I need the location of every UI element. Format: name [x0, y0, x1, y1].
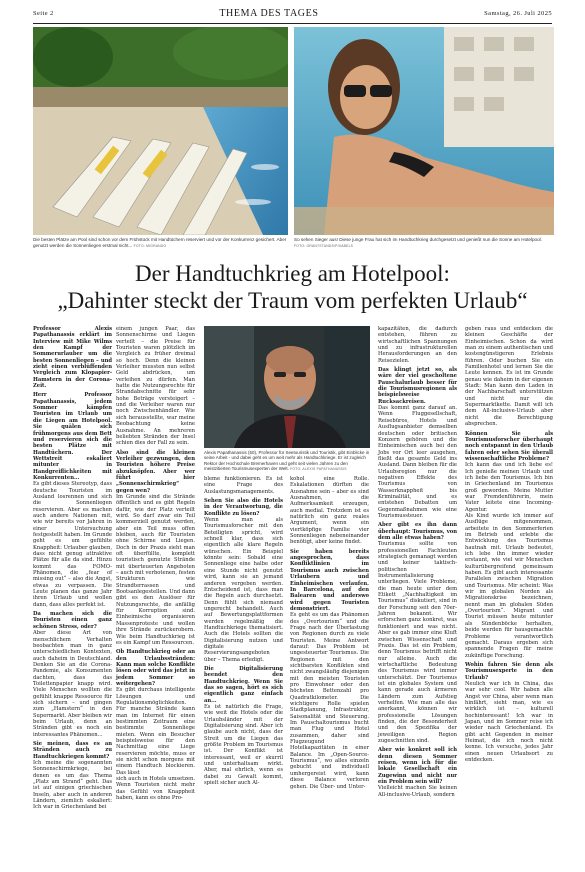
headline-line2: „Dahinter steckt der Traum vom perfekten Urlaub“	[57, 288, 528, 313]
pool-loungers-photo	[33, 27, 288, 235]
photo2-caption-text: So sehen Sieger aus! Diese junge Frau hat sich im Handtuchkrieg durchgesetzt und genießt nun die Sonne am Hotelpool.	[294, 237, 542, 242]
article-paragraph: einem jungen Paar, das Sonnenschirme und Liegen verteilt – die Preise für Touristen waren plötzlich im Vergleich zu früher dreimal so hoch. Denn die kleinen Verleiher mussten nun selbst Geld abdrücken, um verleihen zu dürfen. Man hatte die Nutzungsrechte für Strandabschnitte für sehr hohe Beträge versteigert – und die Verleiher waren nur noch Zwischenhändler. Wie sich herausstellte, war meine Beobachtung keine Ausnahme. An mehreren beliebten Stränden der Insel schien dies der Fall zu sein.	[116, 326, 195, 447]
article-paragraph: Tourismus sollte von professionellen Fachleuten strategisch gemanagt werden und keiner taktisch-politischen Instrumentalisierung unterliegen. Viele Probleme, die man heute unter dem Etikett „Nachhaltigkeit im Tourismus“ diskutiert, sind in der Forschung seit den 70er-Jahren bekannt. Wir erforschen ganz konkret, was funktioniert und was nicht. Aber es gab immer eine Kluft zwischen Wissenschaft und Praxis. Das ist ein Problem, denn Tourismus betrifft nicht nur alleine. Auch die wirtschaftliche Bedeutung des Tourismus wird immer unterschätzt. Der Tourismus ist ein globales System und kann gerade auch ärmeren Ländern zum Aufstieg verhelfen. Wie man alle das anerkannt, können wir professionelle Lösungen finden, die der Besonderheit und den Spezifika der jeweiligen Region zugeschnitten sind.	[378, 541, 457, 744]
photo2-caption	[294, 237, 554, 249]
article-paragraph: kapazitäten, die dadurch entstehen, führen zu wirtschaftlichen Spannungen und zu infrastrukturellen Herausforderungen an den Reisezielen.	[378, 326, 457, 364]
headline-line1: Der Handtuchkrieg am Hotelpool:	[135, 261, 450, 286]
portrait-caption-text: Alexis Papathanassis (50), Professor für Seetouristik und Touristik, gibt Einblicke in seine Arbeit - und dabei geht es um weit mehr als Handtuchkriege. Er ist zugleich Rektor der Hochschule Bremerhaven und geht seit vielen Jahren zu den meistzitierten Tourismusexperten der Welt.	[204, 450, 370, 472]
interview-question: Sie haben bereits angesprochen, dass Konfliktlinien im Tourismus auch zwischen Urlaubern und Einheimischen verlaufen. In Barcelona, auf den Balearen und anderswo wird gegen Touristen demonstriert.	[290, 548, 369, 612]
woman-sunbathing-photo	[294, 27, 554, 235]
photo1-caption-text: Die besten Plätze am Pool sind schon vor dem Frühstück mit Handtüchern reserviert und vor der Konkurrenz gesichert. Aber genutzt werden die Sonnenliegen erstmal nicht...	[33, 237, 287, 248]
article-column-3	[204, 476, 283, 787]
interview-question: Sie meinen, dass es an Stränden auch zu Handtuchkriegen kommt?	[33, 741, 112, 760]
article-paragraph: Wenn man als Tourismusforscher mit den Beteiligten spricht, wird schnell klar, dass sich eigentlich alle klare Regeln wünschen. Ein Beispiel könnte sein: Sobald eine Sonnenliege eine halbe oder eine Stunde nicht genutzt wird, kann sie an jemand anderen vergeben werden. Entscheidend ist, dass man die Regeln auch durchsetzt. Denn fühlt sich niemand ungerecht behandelt. Auch auf Bewertungsplattformen werden regelmäßig die Handtuchkriege thematisiert. Auch die Hotels sollten die Digitalisierung nutzen und digitale Reservierungsangeboten über – Thema erledigt.	[204, 517, 283, 663]
article-column-5	[378, 326, 457, 798]
interview-question: Aber wie konkret soll ich denn diesen Sommer reisen, wenn ich für die lokale Gesellschaft ein Zugewinn und nicht nur ein Problem sein will?	[378, 747, 457, 786]
article-paragraph: Das kommt ganz darauf an. Wenn Fluggesellschaft, Reisebüros, Hotels und Ausflugsanbieter demselben deutschen oder britischen Konzern gehören und die Einheimischen auch bei den Jobs vor Ort leer ausgehen, fließt das gesamte Geld ins Ausland. Dann bleiben für die Urlaubsregion nur die negativen Effekte des Tourismus von Wasserknappheit bis Kriminalität, und es entstehen Debatten um Gegenmaßnahmen wie eine Tourismussteuer.	[378, 405, 457, 519]
article-column-2	[116, 326, 195, 801]
interview-question: Wohin fahren Sie denn als Tourismusexperte in den Urlaub?	[465, 661, 553, 681]
article-paragraph: bleme funktionieren. Es ist eine Frage des Auslastungsmanagements.	[204, 476, 283, 495]
article-paragraph: Aber diese Art von menschlichem Verhalten beobachten man in ganz unterschiedlichen Kontexten, auch daheim in Deutschland. Denken Sie an die Corona-Pandemie, als Konsumenten dachten, dass das Toilettenpapier knapp wird. Viele Menschen wollten die gefühlt knappe Ressource für sich sichern – und gingen zum „Hamstern“ in den Supermarkt. Aber bleiben wir beim Urlaub, denn an Stränden gibt es noch ein interessantes Phänomen...	[33, 630, 112, 738]
interview-question: Sehen Sie also die Hotels in der Verantwortung, die Konflikte zu lösen?	[204, 498, 283, 517]
article-paragraph: Vielleicht machen Sie keinen All-inclusive-Urlaub, sondern	[378, 785, 457, 798]
page-header	[33, 6, 552, 20]
headline	[33, 260, 552, 315]
article-paragraph: Ich kann das und ich liebe es! Ich genieße meinen Urlaub und ich liebe den Tourismus. Ich bin in Griechenland im Tourismus groß geworden. Meine Mutter war Fremdenführerin, mein Vater leitete eine Incoming-Agentur.	[465, 462, 553, 513]
interview-question: Also sind die kleinen Verleiher gezwungen, den Touristen höhere Preise abzuknöpfen. Aber wer führt hier „Sonnenschirmkrieg“ gegen wen?	[116, 449, 195, 494]
article-paragraph: Im Grunde sind die Strände öffentlich und es gibt Regeln dafür, wie der Platz verteilt wird. So darf zwar ein Teil kommerziell genutzt werden, aber ein Teil muss offen bleiben, auch für Touristen ohne Schirme und Liegen. Doch in der Praxis sieht man oft überfüllte, komplett touristisch genutzte Strände mit überteuerten Angeboten – auch mit verbotenen, festen Strukturen wie Strandterrassen und Bootsanlegestellen. Und dann gibt es den Auslöser für Nutzungsrechte, die anfällig für Korruption sind. Einheimische organisieren Massenproteste und wollen ihre Strände zurückerobern. Wie beim Handtuchkrieg ist es ein Kampf um Ressourcen.	[116, 493, 195, 646]
page-number: Seite 2	[33, 9, 54, 17]
interview-question: Das klingt jetzt so, als wäre der viel gescholtene Pauschalurlaub besser für die Tourismusregionen als beispielsweise Rucksackreisen.	[378, 367, 457, 405]
article-column-1	[33, 326, 112, 811]
article-paragraph: Als Kind wurde ich immer auf Ausflüge mitgenommen, arbeitete in den Sommerferien im Betrieb und erlebte die Entwicklung des Tourismus hautnah mit. Urlaub bedeutet, ich lebe ihn immer wieder erstaunt, wie viel wir Menschen kulturübergreifend gemeinsam haben. Es gibt auch interessante Parallelen zwischen Migration und Tourismus. Mir scheint: Was wir im globalen Norden als Migrationskrise bezeichnen, nennt man im globalen Süden „Overtourism“. Migrant und Tourist müssen heute mitunter als Sündenböcke herhalten, beide werden für hausgemachte Probleme verantwortlich gemacht. Daraus ergeben sich spannende Fragen für meine zukünftige Forschung.	[465, 512, 553, 659]
interview-question: Herr Professor Papathanassis, jedem Sommer kämpfen Touristen im Urlaub um die Liegen am Hotelpool. Sie quälen sich frühmorgens aus dem Bett und reservieren sich die besten Plätze mit Handtüchern. Der Wettstreit eskaliert mitunter in Handgreiflichkeiten mit Konkurrenten...	[33, 392, 112, 481]
photo1-caption	[33, 237, 288, 249]
article-paragraph: Es geht es um das Phänomen des „Overtourism“ und die Frage nach der Überlastung von Regionen durch zu viele Touristen. Meine Antwort darauf: Das Problem ist ungesteuerter Tourismus. Die Regionen mit den sichtbarsten Konflikten sind nicht zwangsläufig diejenigen mit den meisten Touristen pro Einwohner oder den höchsten Bettenzahl pro Quadratkilometer. Die wichtigere Rolle spielen Stadtplanung, Infrastruktur, Saisonalität und Steuerung. Im Pauschaltourismus bucht man Flug und Hotel zusammen, daher sind Flugzeugund Hotelkapazitäten in einer Balance. Im „Open-Source-Tourismus“, wo alles einzeln gebucht und individuell umhergereist wird, kann diese Balance verloren gehen. Die Über- und Unter-	[290, 612, 369, 790]
article-paragraph: Es gibt durchaus intelligente Lösungen und Regulationsmöglichkeiten. Für manche Strände kann man im Internet für einen bestimmten Zeitraum eine bestimmte Sonnenliege mieten. Wenn ein Besucher beispielsweise für den Nachmittag eine Liege reservieren möchte, muss er sie nicht schon morgens mit einem Handtuch blockieren. Das lässt	[116, 687, 195, 776]
portrait-credit: FOTO: ALEXIS PAPATHANASSIS	[290, 467, 347, 472]
interview-question: Die Digitalisierung beendet den Handtuchkrieg. Wenn Sie das so sagen, hört es sich eigentlich ganz einfach an...	[204, 665, 283, 704]
interview-question: Da machen sich die Touristen einen ganz schönen Stress, oder?	[33, 611, 112, 630]
issue-date: Samstag, 26. Juli 2025	[484, 9, 552, 17]
article-paragraph: kohol eine Rolle. Eskalationen dürften die Ausnahme sein – aber es sind Ausnahmen, die Aufmerksamkeit erzeugen, auch medial. Trotzdem ist es natürlich ein ganz reales Argument, wenn ein viertköpfige Familie vier Sonnenliegen nebeneinander benötigt, aber keine findet.	[290, 476, 369, 546]
article-column-4	[290, 476, 369, 790]
interview-question: Können Sie als Tourismusforscher überhaupt noch entspannt in den Urlaub fahren oder sehen Sie überall wissenschaftliche Probleme?	[465, 430, 553, 462]
interview-question: Ob Handtuchkrieg oder an den Urlaubsstränden: Kann man solche Konflikte lösen oder wird das jetzt in jedem Sommer so weitergehen?	[116, 649, 195, 687]
article-paragraph: Neulich war ich in China, das war sehr cool. Wir haben alle Angst vor China, aber wenn man hinfährt, sieht man, wie es wirklich ist – kulturell hochinteressant! Ich war in Japan, und im Sommer reise ich wieder nach Griechenland. Es gibt acht Gegenden in meiner Heimat, die ich noch nicht kenne. Ich versuche, jedes Jahr einen neuen Urlaubsort zu entdecken.	[465, 680, 553, 764]
interview-question: Aber gibt es ihn dann überhaupt: Tourismus, von dem alle etwas haben?	[378, 522, 457, 541]
article-paragraph: Ich meine die sogenannten Sonnenschirmkriege, bei denen es um das Thema „Platz am Strand“ geht. Das ist auf einigen griechischen Inseln, aber auch in anderen Ländern, ziemlich eskaliert: Ich war in Griechenland bei	[33, 760, 112, 811]
header-rule	[33, 23, 552, 24]
photo2-credit: FOTO: GRANTSTANDS/PIXABELS	[294, 243, 354, 248]
portrait-photo	[204, 326, 370, 448]
article-column-6	[465, 326, 553, 763]
article-lead: Professor Alexis Papathanassis erklärt im Interview mit Mike Wilms den Kampf der Sommerurlauber um die besten Sonnenliegen – und zieht einen verblüffenden Vergleich zum Klopapier-Hamstern in der Corona-Zeit.	[33, 326, 112, 390]
article-paragraph: Es ist natürlich die Frage, wie weit die Hotels oder die Urlaubsländer mit der Digitalisierung sind. Aber ich glaube auch nicht, dass der Streit um die Liegen das größte Problem im Tourismus ist. Der Konflikt ist interessant, weil er skurril und unterhaltsam wirkt. Aber, mal ehrlich, wenn es dabei zu Gewalt kommt, spielt sicher auch Al-	[204, 704, 283, 787]
article-paragraph: sich auch in Hotels umsetzen. Wenn Touristen nicht mehr das Gefühl von Knappheit haben, kann es ohne Pro-	[116, 776, 195, 802]
photo1-credit: FOTO: MIGRANDO	[133, 243, 167, 248]
article-paragraph: geben raus und entdecken die kleinen Geschäfte der Einheimischen. Schon da wird man zu einem authentischen und kostengünstigeren Erlebnis führen. Oder buchen Sie ein Familienhotel und lernen Sie die Leute kennen. Es ist im Grunde genau wie daheim in der eigenen Stadt: Man kann den Laden in der Nachbarschaft unterstützen und nicht nur die Supermarktkette. Damit will ich dem All-inclusive-Urlaub aber nicht die Berechtigung absprechen.	[465, 326, 553, 428]
section-title: THEMA DES TAGES	[219, 7, 319, 19]
article-paragraph: Es gibt dieses Stereotyp, dass deutsche Touristen im Ausland losrennen und sich die Sonnenliegen reservieren. Aber es machen auch andere Nationen mit, wie wir bereits vor Jahren in einer Untersuchung festgestellt haben. Im Grunde geht es um gefühlte Knappheit: Urlauber glauben, dass nicht genug attraktive Plätze für alle da sind. Hinzu kommt das FOMO-Phänomen, die „fear of missing out“ – also die Angst, etwas zu verpassen. Die Leute planen das ganze Jahr ihren Urlaub und wollen dann, dass alles perfekt ist.	[33, 481, 112, 608]
portrait-caption	[204, 450, 370, 473]
